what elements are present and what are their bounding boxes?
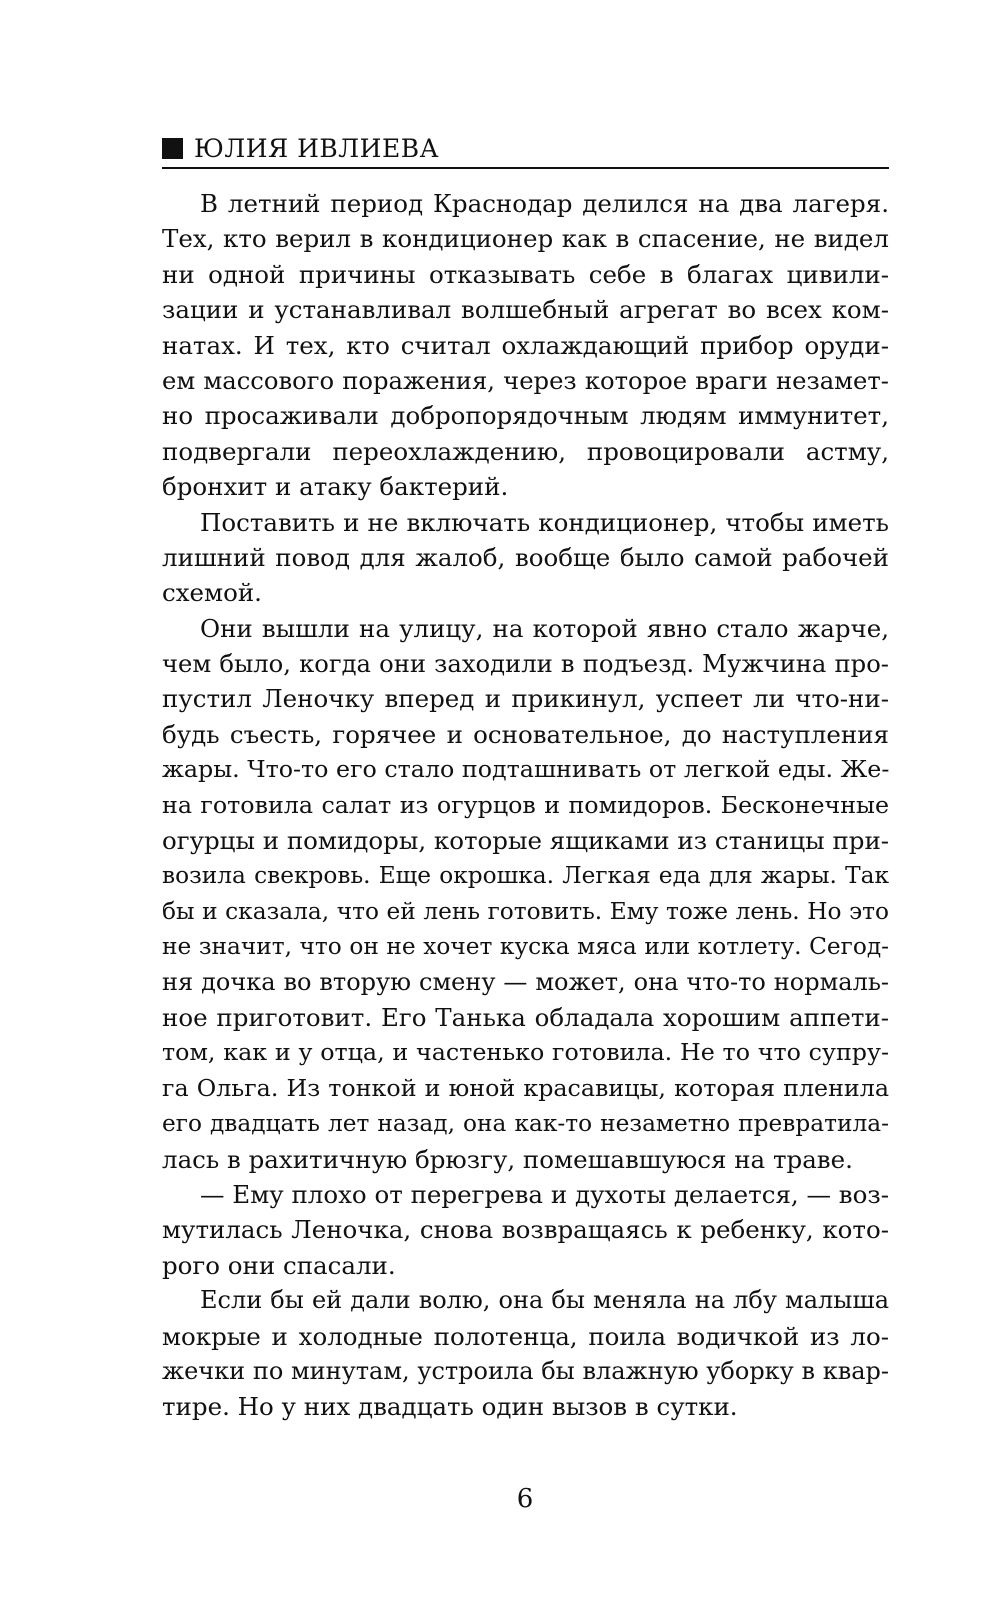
- text-line: мутилась Леночка, снова возвращаясь к ребенку, кото-: [162, 1215, 889, 1245]
- page-number: 6: [516, 1484, 534, 1514]
- text-line: В летний период Краснодар делился на два лагеря.: [200, 189, 889, 218]
- text-line: огурцы и помидоры, которые ящиками из станицы при-: [162, 826, 890, 856]
- text-line: схемой.: [162, 578, 262, 608]
- text-line: рого они спасали.: [162, 1250, 396, 1280]
- text-line: возила свекровь. Еще окрошка. Легкая еда для жары. Так: [162, 862, 889, 890]
- text-line: ем массового поражения, через которое враги незамет-: [162, 365, 889, 395]
- text-line: тире. Но у них двадцать один вызов в сутки.: [162, 1392, 738, 1422]
- running-header: [162, 132, 889, 166]
- text-line: бронхит и атаку бактерий.: [162, 472, 509, 502]
- text-line: не значит, что он не хочет куска мяса или котлету. Сегод-: [162, 933, 889, 961]
- text-line: но просаживали добропорядочным людям иммунитет,: [162, 401, 889, 431]
- author-name: ЮЛИЯ ИВЛИЕВА: [194, 134, 440, 163]
- paragraph: [162, 1283, 889, 1425]
- text-line: Поставить и не включать кондиционер, чтобы иметь: [200, 507, 889, 537]
- paragraph: [162, 186, 889, 505]
- text-line: натах. И тех, кто считал охлаждающий прибор оруди-: [162, 330, 889, 360]
- text-line: зации и устанавливал волшебный агрегат во всех ком-: [162, 295, 889, 325]
- text-line: Тех, кто верил в кондиционер как в спасение, не видел: [162, 224, 889, 254]
- text-line: чем было, когда они заходили в подъезд. Мужчина про-: [162, 649, 889, 679]
- text-line: пустил Леночку вперед и прикинул, успеет ли что-ни-: [162, 684, 889, 714]
- text-line: ня дочка во вторую смену — может, она что-то нормаль-: [162, 967, 889, 996]
- text-line: ни одной причины отказывать себе в благах цивили-: [162, 259, 889, 289]
- text-line: лишний повод для жалоб, вообще было самой рабочей: [162, 542, 889, 572]
- text-line: на готовила салат из огурцов и помидоров. Бесконечные: [162, 790, 889, 819]
- paragraph: [162, 611, 889, 1177]
- text-line: лась в рахитичную брюзгу, помешавшуюся на траве.: [162, 1144, 853, 1174]
- text-line: подвергали переохлаждению, провоцировали астму,: [162, 436, 889, 466]
- text-line: ное приготовит. Его Танька обладала хорошим аппети-: [162, 1002, 889, 1032]
- paragraph: [162, 1177, 889, 1283]
- text-line: Если бы ей дали волю, она бы меняла на лбу малыша: [200, 1286, 889, 1315]
- text-line: бы и сказала, что ей лень готовить. Ему тоже лень. Но это: [162, 897, 889, 925]
- black-square-icon: [162, 138, 183, 159]
- text-line: га Ольга. Из тонкой и юной красавицы, которая пленила: [162, 1073, 889, 1102]
- text-line: жечки по минутам, устроила бы влажную уборку в квар-: [162, 1356, 889, 1385]
- text-line: — Ему плохо от перегрева и духоты делается, — воз-: [200, 1179, 889, 1209]
- header-rule: [162, 167, 889, 169]
- text-line: том, как и у отца, и частенько готовила. Не то что супру-: [162, 1038, 889, 1067]
- body-text: [162, 186, 889, 1425]
- text-line: его двадцать лет назад, она как-то незаметно превратила-: [162, 1110, 889, 1138]
- text-line: мокрые и холодные полотенца, поила водичкой из ло-: [162, 1321, 889, 1351]
- text-line: Они вышли на улицу, на которой явно стало жарче,: [200, 613, 889, 643]
- text-line: будь съесть, горячее и основательное, до наступления: [162, 719, 889, 749]
- text-line: жары. Что-то его стало подташнивать от легкой еды. Же-: [162, 755, 890, 784]
- paragraph: [162, 505, 889, 611]
